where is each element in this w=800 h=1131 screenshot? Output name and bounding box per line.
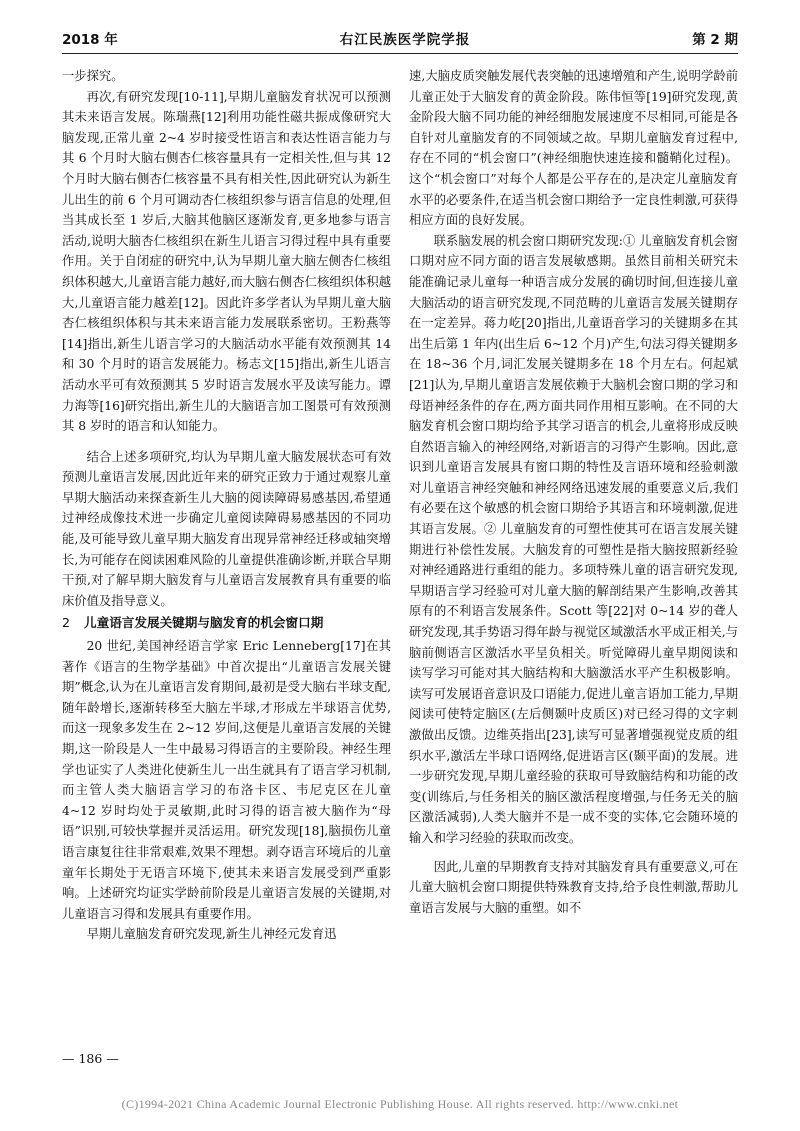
paragraph: 速,大脑皮质突触发展代表突触的迅速增殖和产生,说明学龄前儿童正处于大脑发育的黄金阶段。陈伟恒等[19]研究发现,黄金阶段大脑不同功能的神经细胞发展速度不尽相同,可能是各自针对儿童脑发育的不同领域之故。早期儿童脑发育过程中,存在不同的“机会窗口”(神经细胞快速连接和髓鞘化过程)。这个“机会窗口”对每个人都是公平存在的,是决定儿童脑发育水平的必要条件,在适当机会窗口期给予一定良性刺激,可获得相应方面的良好发展。 (409, 69, 738, 228)
section-title: 儿童语言发展关键期与脑发育的机会窗口期 (84, 615, 324, 631)
paragraph: 早期儿童脑发育研究发现,新生儿神经元发育迅 (86, 927, 337, 942)
running-header (62, 26, 738, 54)
paragraph: 20 世纪,美国神经语言学家 Eric Lenneberg[17]在其著作《语言的生物学基础》中首次提出“儿童语言发展关键期”概念,认为在儿童语言发育期间,最初是受大脑右半球支配,随年龄增长,逐渐转移至大脑左半球,才形成左半球语言优势,而这一现象多发生在 2~12 岁间,这便是儿童语言发展的关键期,这一阶段是人一生中最易习得语言的主要阶段。神经生理学也证实了人类进化使新生儿一出生就具有了语言学习机制,而主管人类大脑语言学习的布洛卡区、韦尼克区在儿童 4~12 岁时均处于灵敏期,此时习得的语言被大脑作为“母语”识别,可较快掌握并灵活运用。研究发现[18],脑损伤儿童语言康复往往非常艰难,效果不理想。剥夺语言环境后的儿童童年长期处于无语言环境下,使其未来语言发展受到严重影响。上述研究均证实学龄前阶段是儿童语言发展的关键期,对儿童语言习得和发展具有重要作用。 (62, 639, 391, 921)
page-number: — 186 — (62, 1051, 119, 1066)
paragraph: 结合上述多项研究,均认为早期儿童大脑发展状态可有效预测儿童语言发展,因此近年来的研究正致力于通过观察儿童早期大脑活动来探查新生儿大脑的阅读障碍易感基因,希望通过神经成像技术进一步确定儿童阅读障碍易感基因的不同功能,及可能导致儿童早期大脑发育出现异常神经迁移或轴突增长,为可能存在阅读困难风险的儿童提供准确诊断,并联合早期干预,对了解早期大脑发育与儿童语言发展教育具有重要的临床价值及指导意义。 (62, 449, 391, 608)
right-column (409, 66, 738, 918)
header-journal-title: 右江民族医学院学报 (339, 32, 471, 48)
paragraph: 因此,儿童的早期教育支持对其脑发育具有重要意义,可在儿童大脑机会窗口期提供特殊教育支持,给予良性刺激,帮助儿童语言发展与大脑的重塑。如不 (409, 859, 738, 915)
paragraph: 再次,有研究发现[10-11],早期儿童脑发育状况可以预测其未来语言发展。陈瑞燕[12]利用功能性磁共振成像研究大脑发现,正常儿童 2~4 岁时接受性语言和表达性语言能力与其 6 个月时大脑右侧杏仁核容量具有一定相关性,但与其 12 个月时大脑右侧杏仁核容量不具有相关性,因此研究认为新生儿出生的前 6 个月可调动杏仁核组织参与语言信息的处理,但当其成长至 1 岁后,大脑其他脑区逐渐发育,更多地参与语言活动,说明大脑杏仁核组织在新生儿语言习得过程中具有重要作用。关于自闭症的研究中,认为早期儿童大脑左侧杏仁核组织体积越大,儿童语言能力越好,而大脑右侧杏仁核组织体积越大,儿童语言能力越差[12]。因此许多学者认为早期儿童大脑杏仁核组织体积与其未来语言能力发展联系密切。王粉燕等[14]指出,新生儿语言学习的大脑活动水平能有效预测其 14 和 30 个月时的语言发展能力。杨志文[15]指出,新生儿语言活动水平可有效预测其 5 岁时语言发展水平及读写能力。谭力海等[16]研究指出,新生儿的大脑语言加工图景可有效预测其 8 岁时的语言和认知能力。 (62, 89, 391, 434)
left-column (62, 66, 391, 945)
paragraph: 一步探究。 (62, 69, 124, 83)
header-year: 2018 年 (62, 32, 118, 48)
header-issue: 第 2 期 (692, 32, 738, 48)
section-number: 2 (62, 615, 71, 631)
copyright-footer: (C)1994-2021 China Academic Journal Electronic Publishing House. All rights reserved. http://www.cnki.net (121, 1097, 679, 1111)
paragraph: 联系脑发展的机会窗口期研究发现:① 儿童脑发育机会窗口期对应不同方面的语言发展敏感期。虽然目前相关研究未能准确记录儿童每一种语言成分发展的确切时间,但连接儿童大脑活动的语言研究发现,不同范畴的儿童语言发展关键期存在一定差异。蒋力屹[20]指出,儿童语音学习的关键期多在其出生后第 1 年内(出生后 6~12 个月)产生,句法习得关键期多在 18~36 个月,词汇发展关键期多在 18 个月左右。何起斌[21]认为,早期儿童语言发展依赖于大脑机会窗口期的学习和母语神经条件的存在,两方面共同作用相互影响。在不同的大脑发育机会窗口期均给予其学习语言的机会,儿童将形成反映自然语言输入的神经网络,对新语言的习得产生影响。因此,意识到儿童语言发展具有窗口期的特性及言语环境和经验刺激对儿童语言神经突触和神经网络迅速发展的重要意义后,我们有必要在这个敏感的机会窗口期给予其语言和环境刺激,促进其语言发展。② 儿童脑发育的可塑性使其可在语言发展关键期进行补偿性发展。大脑发育的可塑性是指大脑按照新经验对神经通路进行重组的能力。多项特殊儿童的语言研究发现,早期语言学习经验可对儿童大脑的解剖结果产生影响,改善其原有的不利语言发展条件。Scott 等[22]对 0~14 岁的聋人研究发现,其手势语习得年龄与视觉区域激活水平成正相关,与脑前侧语言区激活水平呈负相关。听觉障碍儿童早期阅读和读写学习可能对其大脑结构和大脑激活水平产生积极影响。读写可发展语音意识及口语能力,促进儿童言语加工能力,早期阅读可使特定脑区(左后侧颞叶皮质区)对已经习得的文字刺激做出反馈。边维英指出[23],读写可显著增强视觉皮质的组织水平,激活左半球口语网络,促进语言区(颞平面)的发展。进一步研究发现,早期儿童经验的获取可导致脑结构和功能的改变(训练后,与任务相关的脑区激活程度增强,与任务无关的脑区激活减弱),人类大脑并不是一成不变的实体,它会随环境的输入和学习经验的获取而改变。 (409, 233, 738, 845)
section-heading (62, 613, 391, 634)
